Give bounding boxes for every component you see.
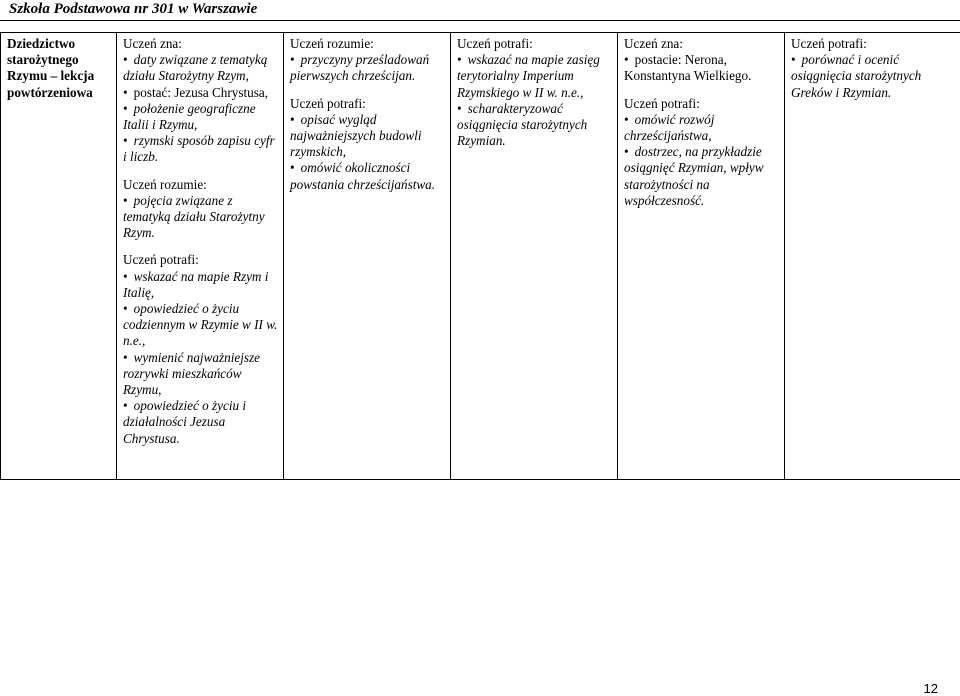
school-header: Szkoła Podstawowa nr 301 w Warszawie — [9, 1, 258, 17]
requirement-item: • opowiedzieć o życiu i działalności Jezusa Chrystusa. — [123, 398, 279, 447]
requirement-block — [290, 36, 446, 85]
requirement-item: • omówić rozwój chrześcijaństwa, — [624, 112, 780, 144]
requirement-heading: Uczeń zna: — [123, 36, 182, 51]
requirement-block — [624, 36, 780, 85]
requirement-item: • pojęcia związane z tematyką działu Starożytny Rzym. — [123, 193, 279, 242]
requirement-item: • wskazać na mapie zasięg terytorialny Imperium Rzymskiego w II w. n.e., — [457, 52, 613, 101]
requirements-cell-1 — [117, 33, 284, 480]
requirement-block — [457, 36, 613, 149]
requirement-block — [123, 252, 279, 446]
requirements-table — [0, 32, 960, 480]
requirement-block — [791, 36, 956, 101]
requirements-cell-2 — [284, 33, 451, 480]
requirement-block — [624, 96, 780, 209]
requirement-item: • dostrzec, na przykładzie osiągnięć Rzymian, wpływ starożytności na współczesność. — [624, 144, 780, 209]
requirement-item: • rzymski sposób zapisu cyfr i liczb. — [123, 133, 279, 165]
requirement-heading: Uczeń potrafi: — [290, 95, 366, 111]
requirement-heading: Uczeń potrafi: — [123, 252, 199, 268]
header-divider — [0, 20, 960, 21]
requirement-item: • opisać wygląd najważniejszych budowli rzymskich, — [290, 112, 446, 161]
requirement-item: • postacie: Nerona, Konstantyna Wielkiego. — [624, 52, 780, 84]
requirement-item: • wymienić najważniejsze rozrywki mieszkańców Rzymu, — [123, 350, 279, 399]
page-number: 12 — [923, 681, 938, 696]
requirement-block — [123, 36, 279, 166]
requirement-heading: Uczeń rozumie: — [123, 176, 207, 192]
requirement-item: • omówić okoliczności powstania chrześcijaństwa. — [290, 160, 446, 192]
requirement-block — [290, 96, 446, 193]
requirement-heading: Uczeń potrafi: — [791, 36, 867, 51]
requirement-item: • scharakteryzować osiągnięcia starożytnych Rzymian. — [457, 101, 613, 150]
requirements-cell-3 — [451, 33, 618, 480]
requirement-item: • przyczyny prześladowań pierwszych chrześcijan. — [290, 52, 446, 84]
requirements-cell-5 — [785, 33, 960, 480]
requirement-item: • opowiedzieć o życiu codziennym w Rzymie w II w. n.e., — [123, 301, 279, 350]
requirement-item: • położenie geograficzne Italii i Rzymu, — [123, 101, 279, 133]
table-row — [1, 33, 960, 480]
requirements-cell-4 — [618, 33, 785, 480]
lesson-topic-cell — [1, 33, 117, 480]
requirement-item: • postać: Jezusa Chrystusa, — [123, 85, 279, 101]
requirement-item: • porównać i ocenić osiągnięcia starożytnych Greków i Rzymian. — [791, 52, 956, 101]
requirement-block — [123, 177, 279, 242]
requirement-heading: Uczeń potrafi: — [624, 95, 700, 111]
requirement-heading: Uczeń zna: — [624, 36, 683, 51]
requirement-heading: Uczeń rozumie: — [290, 36, 374, 51]
requirement-heading: Uczeń potrafi: — [457, 36, 533, 51]
requirement-item: • wskazać na mapie Rzym i Italię, — [123, 269, 279, 301]
lesson-topic: Dziedzictwo starożytnego Rzymu – lekcja powtórzeniowa — [7, 36, 95, 100]
requirement-item: • daty związane z tematyką działu Starożytny Rzym, — [123, 52, 279, 84]
